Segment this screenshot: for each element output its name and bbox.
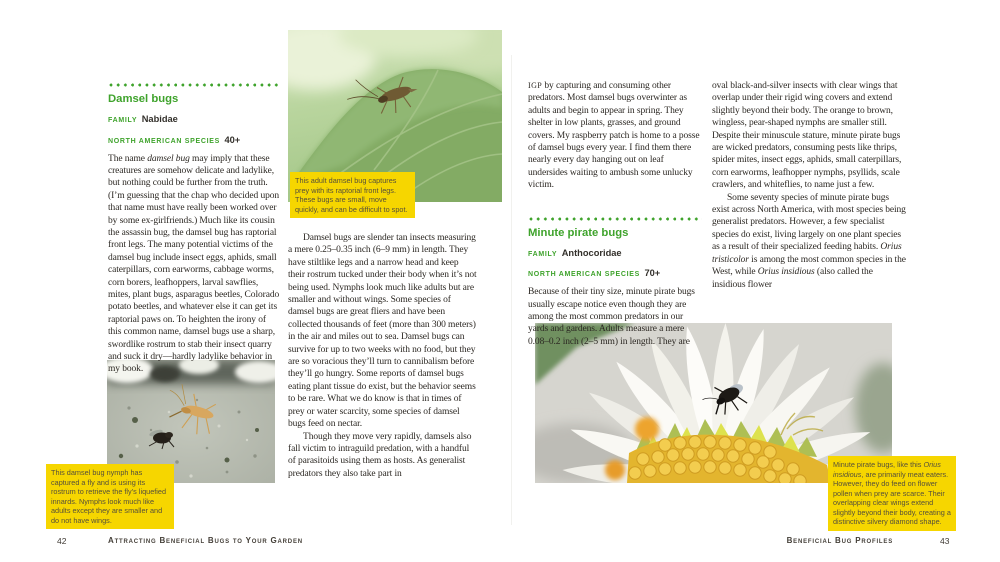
flower-photo-caption: Minute pirate bugs, like this Orius insidious, are primarily meat eaters. However, they do feed on flower pollen when prey are scarce. Their overlapping clear wings extend slightly beyond their body, creating a distinctive silvery diamond shape.: [828, 456, 956, 531]
right-running-title: Beneficial Bug Profiles: [786, 536, 893, 545]
left-running-title: Attracting Beneficial Bugs to Your Garden: [108, 536, 303, 545]
damsel-bugs-detail-column: [288, 232, 477, 480]
family-label: FAMILY: [528, 250, 558, 258]
family-value: Nabidae: [141, 114, 178, 124]
pirate-bugs-detail-column: [712, 80, 906, 291]
paragraph: The name damsel bug may imply that these creatures are somehow delicate and ladylike, but nothing could be further from the truth. (I’m guessing that the chap who decided upon that name must have really been worked over by some ex-girlfriends.) Much like its cousin the assassin bug, the damsel bug has raptorial front legs. The many potential victims of the damsel bug include insect eggs, aphids, small caterpillars, corn earworms, cabbage worms, corn borers, leafhoppers, larval sawflies, mites, plant bugs, asparagus beetles, Colorado potato beetles, and whatever else it can get its raptorial paws on. To heighten the irony of this common name, damsel bugs use a sharp, swordlike rostrum to stab their insect quarry and suck it dry—hardly ladylike behavior in my book.: [108, 153, 280, 375]
paragraph: Damsel bugs are slender tan insects measuring a mere 0.25–0.35 inch (6–9 mm) in length. They have stiltlike legs and a narrow head and keep their rostrum tucked under their body when it’s not being used. Nymphs look much like adults but are smaller and without wings. Some species of damsel bugs are great fliers and have been collected thousands of feet (more than 300 meters) in the air and miles out to sea. Damsel bugs can survive for up to two weeks with no food, but they are so voracious they’ll turn to cannibalism before they’ll go hungry. Some reports of damsel bugs eating plant tissue do exist, but the behavior seems to be rare. What we do know is that in times of prey or water scarcity, some species of damsel bugs feed on nectar.: [288, 233, 477, 430]
damsel-section-title: Damsel bugs: [108, 93, 179, 105]
right-page-number: 43: [940, 536, 950, 546]
species-value: 40+: [224, 134, 241, 145]
orange-bud: [605, 460, 625, 480]
pirate-section-title: Minute pirate bugs: [528, 226, 629, 239]
paragraph: Because of their tiny size, minute pirate bugs usually escape notice even though they are among the most common predators in our yards and gardens. Adults measure a mere 0.08–0.2 inch (2–5 mm) in length. They are: [528, 287, 695, 347]
species-label: NORTH AMERICAN SPECIES: [528, 271, 640, 279]
family-label: FAMILY: [108, 117, 138, 124]
dotted-separator: [108, 83, 281, 87]
paragraph: oval black-and-silver insects with clear wings that overlap under their rigid wing covers and extend slightly beyond their body. The orange to brown, wingless, pear-shaped nymphs are smaller still. Despite their minuscule stature, minute pirate bugs are wicked predators, consuming pests like thrips, spider mites, insect eggs, aphids, small caterpillars, corn earworms, leafhopper nymphs, psyllids, scale crawlers, and whiteflies, to name just a few.: [712, 81, 902, 191]
pirate-family-line: [528, 243, 702, 261]
leaf-photo-caption: This adult damsel bug captures prey with its raptorial front legs. These bugs are small, move quickly, and can be difficult to spot.: [290, 172, 415, 218]
page-gutter-line: [511, 55, 512, 525]
pirate-section: [528, 217, 702, 349]
continuation-and-pirate-column: [528, 80, 702, 348]
left-page-number: 42: [57, 536, 67, 546]
dotted-separator: [528, 217, 702, 221]
paragraph: Some seventy species of minute pirate bugs exist across North America, with most species being generalist predators. However, a few specialist species do exist, living largely on one plant species as a result of their specialized feeding habits. Orius tristicolor is among the most common species in the West, while Orius insidious (also called the insidious flower: [712, 192, 906, 290]
species-value: 70+: [644, 268, 661, 279]
family-value: Anthocoridae: [561, 247, 622, 258]
damsel-intro-text: [108, 153, 281, 376]
pirate-species-line: [528, 263, 702, 281]
pirate-section-header: [528, 217, 702, 282]
damsel-bugs-intro-column: [108, 83, 281, 376]
paragraph: IGP by capturing and consuming other predators. Most damsel bugs overwinter as adults and begin to appear in spring. They shelter in low plants, grasses, and ground covers. My raspberry patch is home to a posse of damsel bugs every year. I find them there nearly every day hanging out on leaf undersides waiting to ambush some unlucky victim.: [528, 81, 700, 191]
damsel-family-line: [108, 109, 281, 127]
species-label: NORTH AMERICAN SPECIES: [108, 137, 220, 145]
damsel-section-header: [108, 83, 281, 148]
damsel-species-line: [108, 130, 281, 148]
paragraph: Though they move very rapidly, damsels also fall victim to intraguild predation, with a handful of parasitoids using them as hosts. As generalist predators they also take part in: [288, 431, 472, 479]
stone-photo-caption: This damsel bug nymph has captured a fly and is using its rostrum to retrieve the fly’s liquefied innards. Nymphs look much like adults except they are smaller and do not have wings.: [46, 464, 174, 529]
orange-bud: [635, 417, 659, 441]
